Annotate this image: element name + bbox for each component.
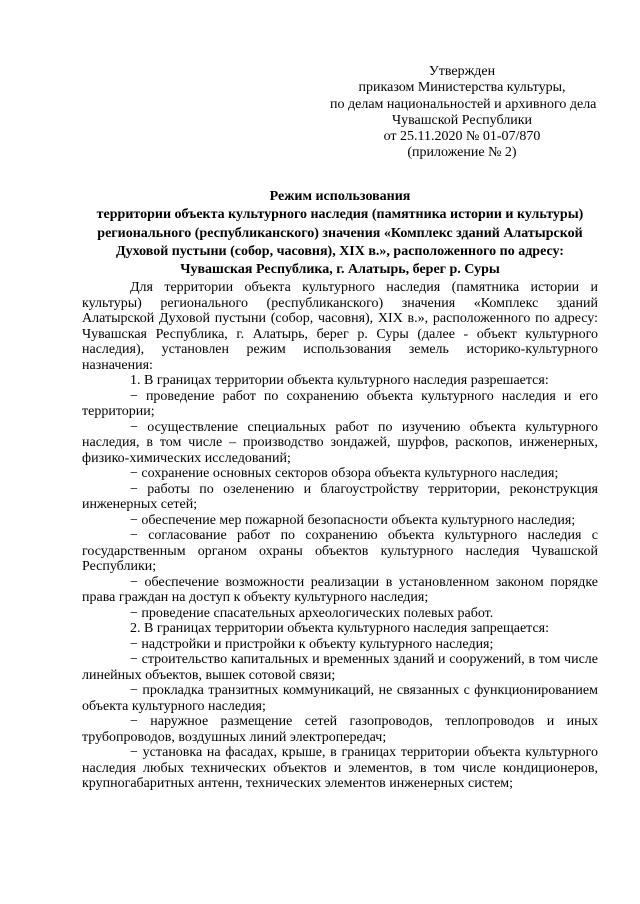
document-title — [82, 188, 598, 279]
approval-line: по делам национальностей и архивного дела — [330, 96, 597, 112]
section-heading: 2. В границах территории объекта культурного наследия запрещается: — [130, 621, 550, 636]
list-item: − обеспечение возможности реализации в установленном законом порядке права граждан на доступ к объекту культурного наследия; — [82, 574, 598, 605]
list-item: − проведение спасательных археологических полевых работ. — [130, 605, 494, 621]
approval-line: приказом Министерства культуры, — [358, 80, 566, 96]
list-item: − осуществление специальных работ по изучению объекта культурного наследия, в том числе – производство зондажей, шурфов, раскопов, инженерных, физико-химических исследований; — [82, 419, 598, 466]
title-line: регионального (республиканского) значения «Комплекс зданий Алатырской — [97, 225, 583, 241]
list-item: − сохранение основных секторов обзора объекта культурного наследия; — [130, 466, 559, 481]
list-item: − работы по озеленению и благоустройству территории, реконструкция инженерных сетей; — [82, 481, 598, 512]
approval-line: Утвержден — [428, 64, 496, 79]
list-item: − установка на фасадах, крыше, в границах территории объекта культурного наследия любых технических объектов и элементов, в том числе кондиционеров, крупногабаритных антенн, технических элементов инженерных систем; — [82, 745, 598, 791]
list-item: − наружное размещение сетей газопроводов, теплопроводов и иных трубопроводов, воздушных линий электропередач; — [82, 714, 598, 745]
title-line: территории объекта культурного наследия (памятника истории и культуры) — [96, 207, 584, 223]
title-line: Режим использования — [269, 189, 411, 204]
list-item: − строительство капитальных и временных зданий и сооружений, в том числе линейных объектов, вышек сотовой связи; — [82, 652, 598, 683]
list-item: − обеспечение мер пожарной безопасности объекта культурного наследия; — [130, 512, 576, 528]
approval-line: от 25.11.2020 № 01-07/870 — [383, 129, 541, 145]
approval-line: Чувашской Республики — [391, 112, 533, 128]
title-line: Чувашская Республика, г. Алатырь, берег р. Суры — [180, 262, 500, 278]
approval-block — [330, 64, 597, 162]
list-item: − проведение работ по сохранению объекта культурного наследия и его территории; — [82, 388, 598, 419]
list-item: − согласование работ по сохранению объекта культурного наследия с государственным органом охраны объектов культурного наследия Чувашской Республики; — [82, 528, 598, 574]
title-line: Духовой пустыни (собор, часовня), XIX в.», расположенного по адресу: — [116, 243, 564, 259]
list-item: − прокладка транзитных коммуникаций, не связанных с функционированием объекта культурного наследия; — [82, 683, 598, 714]
approval-line: (приложение № 2) — [407, 145, 517, 161]
section-heading: 1. В границах территории объекта культурного наследия разрешается: — [130, 373, 549, 388]
intro-paragraph: Для территории объекта культурного наследия (памятника истории и культуры) регионального (республиканского) значения «Комплекс зданий Алатырской Духовой пустыни (собор, часовня), XIX в.», расположенного по адресу: Чувашская Республика, г. Алатырь, берег р. Суры (далее - объект культурного наследия), установлен режим использования земель историко-культурного назначения: — [82, 280, 598, 373]
document-body — [82, 280, 598, 792]
list-item: − надстройки и пристройки к объекту культурного наследия; — [130, 636, 494, 652]
